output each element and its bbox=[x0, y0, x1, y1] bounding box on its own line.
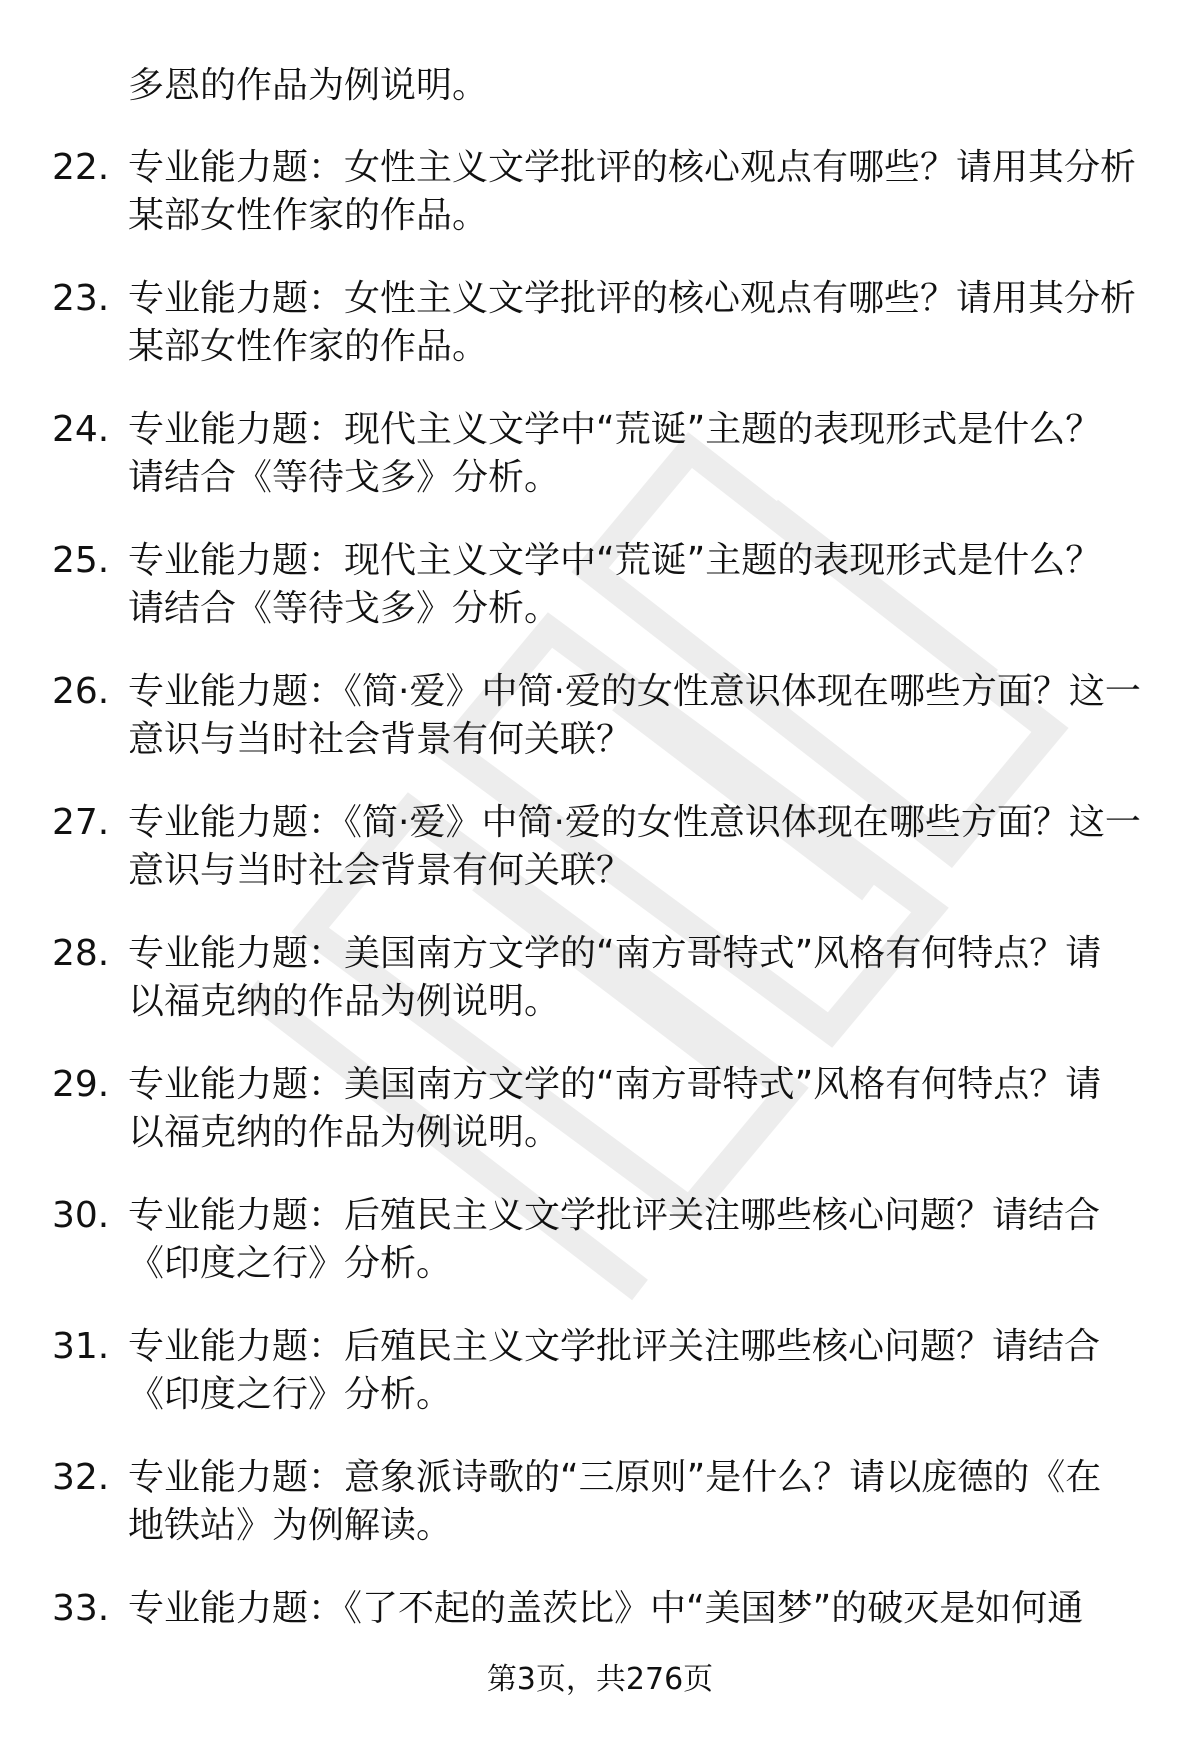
question-line: 意识与当时社会背景有何关联？ bbox=[128, 850, 633, 891]
question-item bbox=[52, 930, 1162, 1040]
question-item bbox=[52, 1585, 1162, 1640]
continuation-line: 多恩的作品为例说明。 bbox=[128, 65, 489, 106]
question-number: 30. bbox=[52, 1195, 110, 1236]
question-line: 专业能力题：后殖民主义文学批评关注哪些核心问题？请结合 bbox=[128, 1326, 1101, 1367]
question-line: 专业能力题：现代主义文学中“荒诞”主题的表现形式是什么？ bbox=[128, 409, 1102, 450]
question-item bbox=[52, 799, 1162, 909]
question-number: 28. bbox=[52, 933, 110, 974]
question-text bbox=[128, 930, 1200, 1026]
question-text bbox=[128, 1192, 1200, 1288]
question-line: 请结合《等待戈多》分析。 bbox=[128, 588, 561, 629]
question-line: 专业能力题：意象派诗歌的“三原则”是什么？请以庞德的《在 bbox=[128, 1457, 1102, 1498]
page-number-footer: 第3页，共276页 bbox=[486, 1662, 714, 1697]
question-item bbox=[52, 1061, 1162, 1171]
question-number: 26. bbox=[52, 671, 110, 712]
question-text bbox=[128, 275, 1200, 371]
question-number: 23. bbox=[52, 278, 110, 319]
question-line: 专业能力题：女性主义文学批评的核心观点有哪些？请用其分析 bbox=[128, 147, 1137, 188]
question-line: 专业能力题：后殖民主义文学批评关注哪些核心问题？请结合 bbox=[128, 1195, 1101, 1236]
question-text bbox=[128, 668, 1200, 764]
question-item bbox=[52, 144, 1162, 254]
question-line: 专业能力题：美国南方文学的“南方哥特式”风格有何特点？请 bbox=[128, 933, 1102, 974]
question-text bbox=[128, 537, 1200, 633]
question-item bbox=[52, 668, 1162, 778]
question-number: 33. bbox=[52, 1588, 110, 1629]
question-text bbox=[128, 1454, 1200, 1550]
question-line: 《印度之行》分析。 bbox=[128, 1243, 453, 1284]
question-text bbox=[128, 799, 1200, 895]
question-item bbox=[52, 275, 1162, 385]
question-line: 专业能力题：《了不起的盖茨比》中“美国梦”的破灭是如何通 bbox=[128, 1588, 1084, 1629]
question-line: 《印度之行》分析。 bbox=[128, 1374, 453, 1415]
question-line: 专业能力题：美国南方文学的“南方哥特式”风格有何特点？请 bbox=[128, 1064, 1102, 1105]
question-number: 32. bbox=[52, 1457, 110, 1498]
question-line: 某部女性作家的作品。 bbox=[128, 195, 489, 236]
question-item bbox=[52, 1192, 1162, 1302]
question-text bbox=[128, 1323, 1200, 1419]
question-number: 25. bbox=[52, 540, 110, 581]
question-line: 地铁站》为例解读。 bbox=[128, 1505, 453, 1546]
question-text bbox=[128, 406, 1200, 502]
question-item bbox=[52, 537, 1162, 647]
question-line: 专业能力题：《简·爱》中简·爱的女性意识体现在哪些方面？这一 bbox=[128, 671, 1141, 712]
question-line: 请结合《等待戈多》分析。 bbox=[128, 457, 561, 498]
question-item bbox=[52, 406, 1162, 516]
question-line: 专业能力题：现代主义文学中“荒诞”主题的表现形式是什么？ bbox=[128, 540, 1102, 581]
question-text bbox=[128, 144, 1200, 240]
question-number: 31. bbox=[52, 1326, 110, 1367]
question-text bbox=[128, 1061, 1200, 1157]
question-number: 24. bbox=[52, 409, 110, 450]
question-number: 27. bbox=[52, 802, 110, 843]
question-line: 意识与当时社会背景有何关联？ bbox=[128, 719, 633, 760]
question-line: 专业能力题：女性主义文学批评的核心观点有哪些？请用其分析 bbox=[128, 278, 1137, 319]
question-text bbox=[128, 1585, 1200, 1633]
question-item bbox=[52, 1454, 1162, 1564]
question-line: 以福克纳的作品为例说明。 bbox=[128, 981, 561, 1022]
question-line: 专业能力题：《简·爱》中简·爱的女性意识体现在哪些方面？这一 bbox=[128, 802, 1141, 843]
question-number: 22. bbox=[52, 147, 110, 188]
question-line: 某部女性作家的作品。 bbox=[128, 326, 489, 367]
question-item bbox=[52, 1323, 1162, 1433]
question-number: 29. bbox=[52, 1064, 110, 1105]
question-line: 以福克纳的作品为例说明。 bbox=[128, 1112, 561, 1153]
